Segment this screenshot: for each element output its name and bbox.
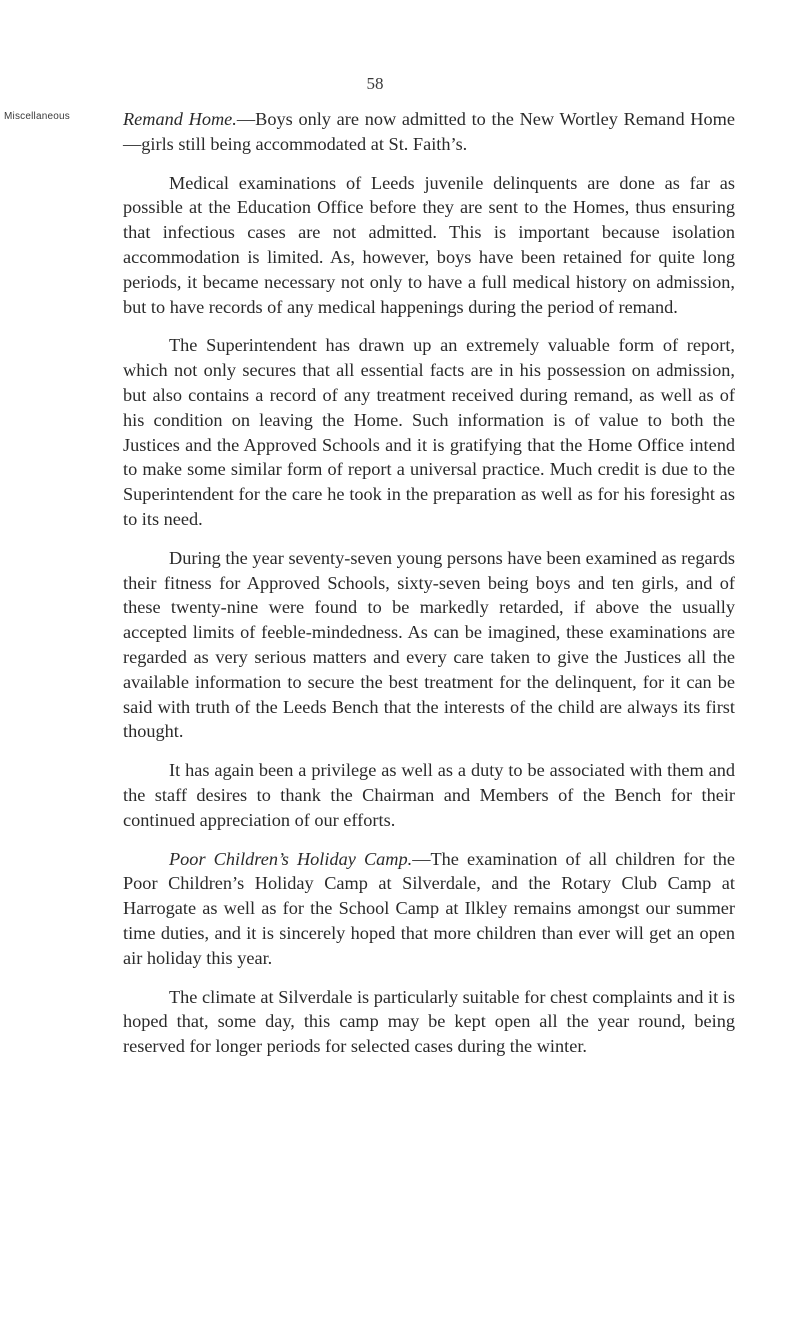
paragraph-text: —The examination of all children for the Poor Children’s Holiday Camp at Silverdale, and the Rotary Club Camp at Harrogate as well as for the School Camp at Ilkley remains amongst our summer time duties, and it is sincerely hoped that more children than ever will get an open air holiday this year. xyxy=(123,848,735,968)
paragraph-heading: Poor Children’s Holiday Camp. xyxy=(169,848,413,869)
paragraph-text: Medical examinations of Leeds juvenile delinquents are done as far as possible at the Education Office before they are sent to the Homes, thus ensuring that infectious cases are not admitted. This is important because isolation accommodation is limited. As, however, boys have been retained for quite long periods, it became necessary not only to have a full medical history on admission, but to have records of any medical happenings during the period of remand. xyxy=(123,172,735,317)
page-number: 58 xyxy=(366,74,384,93)
paragraph-remand-home xyxy=(123,107,735,157)
paragraph-text: During the year seventy-seven young persons have been examined as regards their fitness for Approved Schools, sixty-seven being boys and ten girls, and of these twenty-nine were found to be markedly retarded, if above the usually accepted limits of feeble-mindedness. As can be imagined, these examinations are regarded as very serious matters and every care taken to give the Justices all the available information to secure the best treatment for the delinquent, for it can be said with truth of the Leeds Bench that the interests of the child are always its first thought. xyxy=(123,547,735,742)
paragraph-medical-examinations xyxy=(123,171,735,320)
paragraph-heading: Remand Home. xyxy=(123,109,237,129)
paragraph-text: The Superintendent has drawn up an extremely valuable form of report, which not only secures that all essential facts are in his possession on admission, but also contains a record of any treatment received during remand, as well as of his condition on leaving the Home. Such information is of value to both the Justices and the Approved Schools and it is gratifying that the Home Office intend to make some similar form of report a universal practice. Much credit is due to the Superintendent for the care he took in the preparation as well as for his foresight as to its need. xyxy=(123,335,735,529)
paragraph-superintendent-report xyxy=(123,333,735,531)
paragraph-text: —Boys only are now admitted to the New Wortley Remand Home—girls still being accommodated at St. Faith’s. xyxy=(123,109,735,154)
body-text xyxy=(123,107,735,1073)
paragraph-privilege xyxy=(123,758,735,832)
paragraph-holiday-camp xyxy=(123,847,735,971)
paragraph-fitness-examinations xyxy=(123,546,735,744)
paragraph-text: The climate at Silverdale is particularly suitable for chest complaints and it is hoped that, some day, this camp may be kept open all the year round, being reserved for longer periods for selected cases during the winter. xyxy=(123,986,735,1057)
margin-note: Miscellaneous xyxy=(4,111,70,122)
paragraph-silverdale-climate xyxy=(123,985,735,1059)
paragraph-text: It has again been a privilege as well as a duty to be associated with them and the staff desires to thank the Chairman and Members of the Bench for their continued appreciation of our efforts. xyxy=(123,760,735,830)
